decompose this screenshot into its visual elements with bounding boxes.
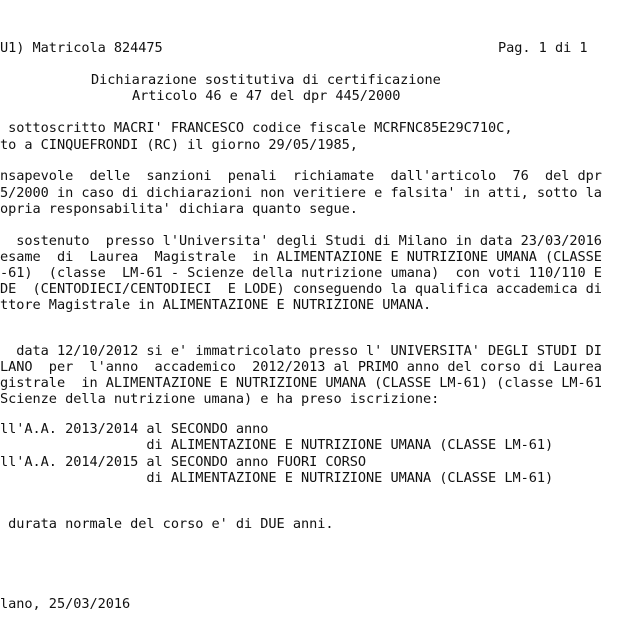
registration-2-line-2: di ALIMENTAZIONE E NUTRIZIONE UMANA (CLASSE LM-61)	[0, 470, 554, 486]
declarant-line-1: sottoscritto MACRI' FRANCESCO codice fiscale MCRFNC85E29C710C,	[0, 120, 513, 136]
registration-1-line-2: di ALIMENTAZIONE E NUTRIZIONE UMANA (CLASSE LM-61)	[0, 437, 554, 453]
degree-line-2: esame di Laurea Magistrale in ALIMENTAZIONE E NUTRIZIONE UMANA (CLASSE	[0, 249, 602, 265]
degree-line-5: ttore Magistrale in ALIMENTAZIONE E NUTRIZIONE UMANA.	[0, 297, 432, 313]
declarant-line-2: to a CINQUEFRONDI (RC) il giorno 29/05/1985,	[0, 137, 358, 153]
matricola-header: U1) Matricola 824475	[0, 40, 163, 56]
awareness-line-1: nsapevole delle sanzioni penali richiamate dall'articolo 76 del dpr	[0, 168, 602, 184]
enrollment-line-2: LANO per l'anno accademico 2012/2013 al PRIMO anno del corso di Laurea	[0, 359, 602, 375]
awareness-line-3: opria responsabilita' dichiara quanto segue.	[0, 201, 358, 217]
page-indicator: Pag. 1 di 1	[498, 40, 588, 56]
degree-line-4: DE (CENTODIECI/CENTODIECI E LODE) conseguendo la qualifica accademica di	[0, 281, 602, 297]
place-date: lano, 25/03/2016	[0, 596, 131, 612]
registration-2-line-1: ll'A.A. 2014/2015 al SECONDO anno FUORI CORSO	[0, 454, 367, 470]
enrollment-line-1: data 12/10/2012 si e' immatricolato presso l' UNIVERSITA' DEGLI STUDI DI	[0, 343, 602, 359]
course-duration: durata normale del corso e' di DUE anni.	[0, 516, 334, 532]
document-title: Dichiarazione sostitutiva di certificazione	[91, 72, 441, 88]
enrollment-line-3: gistrale in ALIMENTAZIONE E NUTRIZIONE UMANA (CLASSE LM-61) (classe LM-61	[0, 375, 602, 391]
registration-1-line-1: ll'A.A. 2013/2014 al SECONDO anno	[0, 421, 269, 437]
document-subtitle: Articolo 46 e 47 del dpr 445/2000	[132, 88, 401, 104]
degree-line-3: -61) (classe LM-61 - Scienze della nutrizione umana) con voti 110/110 E	[0, 265, 602, 281]
awareness-line-2: 5/2000 in caso di dichiarazioni non veritiere e falsita' in atti, sotto la	[0, 185, 602, 201]
degree-line-1: sostenuto presso l'Universita' degli Studi di Milano in data 23/03/2016	[0, 233, 602, 249]
enrollment-line-4: Scienze della nutrizione umana) e ha preso iscrizione:	[0, 391, 440, 407]
